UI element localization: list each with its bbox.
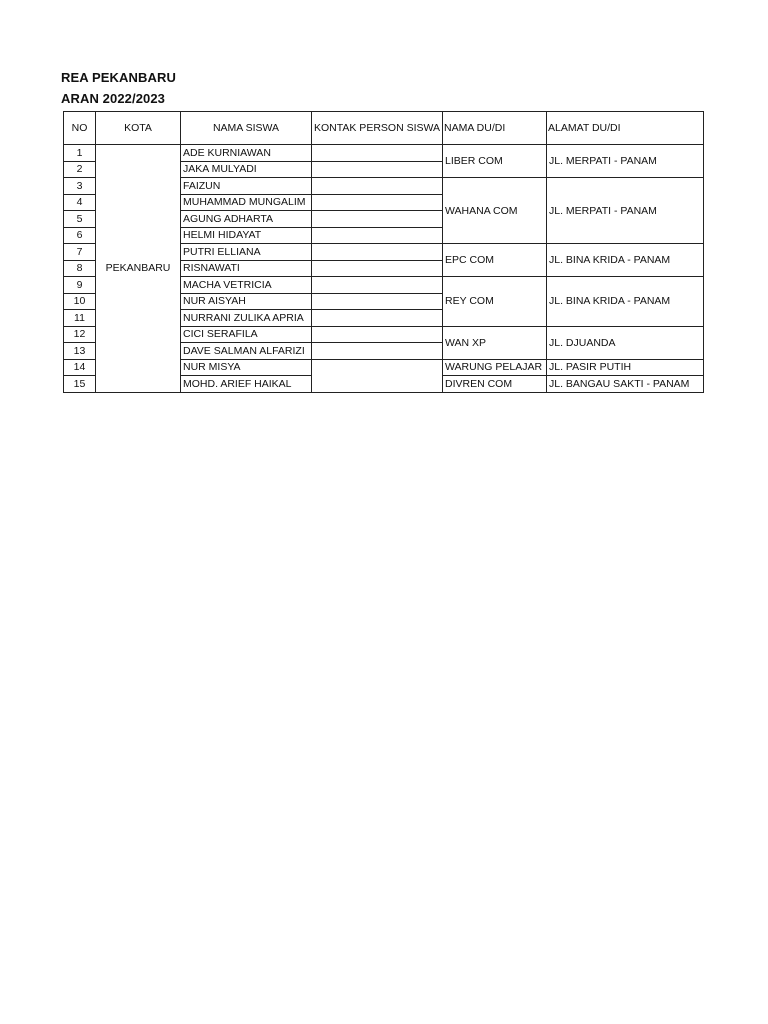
header-kontak: KONTAK PERSON SISWA [312,112,443,145]
student-name: HELMI HIDAYAT [181,227,312,244]
row-number: 2 [64,161,96,178]
student-contact [312,326,443,343]
student-name: NUR MISYA [181,359,312,376]
student-name: JAKA MULYADI [181,161,312,178]
dudi-address: JL. PASIR PUTIH [547,359,704,376]
student-placement-table [63,111,704,393]
student-name: MOHD. ARIEF HAIKAL [181,376,312,393]
dudi-name: DIVREN COM [443,376,547,393]
student-contact [312,244,443,261]
student-name: NUR AISYAH [181,293,312,310]
student-name: DAVE SALMAN ALFARIZI [181,343,312,360]
row-number: 14 [64,359,96,376]
student-name: RISNAWATI [181,260,312,277]
dudi-name: REY COM [443,277,547,327]
dudi-address: JL. BINA KRIDA - PANAM [547,244,704,277]
student-name: PUTRI ELLIANA [181,244,312,261]
header-alamat-dudi: ALAMAT DU/DI [547,112,704,145]
table-row [64,145,704,162]
student-name: FAIZUN [181,178,312,195]
dudi-name: WAHANA COM [443,178,547,244]
dudi-name: LIBER COM [443,145,547,178]
student-contact [312,227,443,244]
student-contact [312,145,443,162]
row-number: 11 [64,310,96,327]
row-number: 7 [64,244,96,261]
row-number: 13 [64,343,96,360]
dudi-address: JL. BANGAU SAKTI - PANAM [547,376,704,393]
dudi-address: JL. BINA KRIDA - PANAM [547,277,704,327]
header-kota: KOTA [96,112,181,145]
row-number: 12 [64,326,96,343]
student-name: CICI SERAFILA [181,326,312,343]
student-contact [312,343,443,360]
student-contact [312,178,443,195]
dudi-name: WARUNG PELAJAR [443,359,547,376]
student-name: MUHAMMAD MUNGALIM [181,194,312,211]
table-header-row [64,112,704,145]
row-number: 1 [64,145,96,162]
student-contact [312,161,443,178]
kota-cell: PEKANBARU [96,145,181,393]
row-number: 6 [64,227,96,244]
student-contact [312,359,443,392]
student-name: NURRANI ZULIKA APRIA [181,310,312,327]
student-contact [312,277,443,294]
header-nama-siswa: NAMA SISWA [181,112,312,145]
row-number: 9 [64,277,96,294]
student-contact [312,260,443,277]
student-contact [312,310,443,327]
row-number: 8 [64,260,96,277]
student-name: AGUNG ADHARTA [181,211,312,228]
row-number: 3 [64,178,96,195]
dudi-address: JL. DJUANDA [547,326,704,359]
row-number: 10 [64,293,96,310]
sheet-title: REA PEKANBARU [61,70,176,85]
row-number: 4 [64,194,96,211]
dudi-address: JL. MERPATI - PANAM [547,145,704,178]
row-number: 15 [64,376,96,393]
student-contact [312,293,443,310]
header-nama-dudi: NAMA DU/DI [443,112,547,145]
sheet-subtitle: ARAN 2022/2023 [61,91,166,106]
dudi-name: EPC COM [443,244,547,277]
student-name: ADE KURNIAWAN [181,145,312,162]
student-contact [312,194,443,211]
dudi-address: JL. MERPATI - PANAM [547,178,704,244]
student-contact [312,211,443,228]
dudi-name: WAN XP [443,326,547,359]
row-number: 5 [64,211,96,228]
student-name: MACHA VETRICIA [181,277,312,294]
header-no: NO [64,112,96,145]
